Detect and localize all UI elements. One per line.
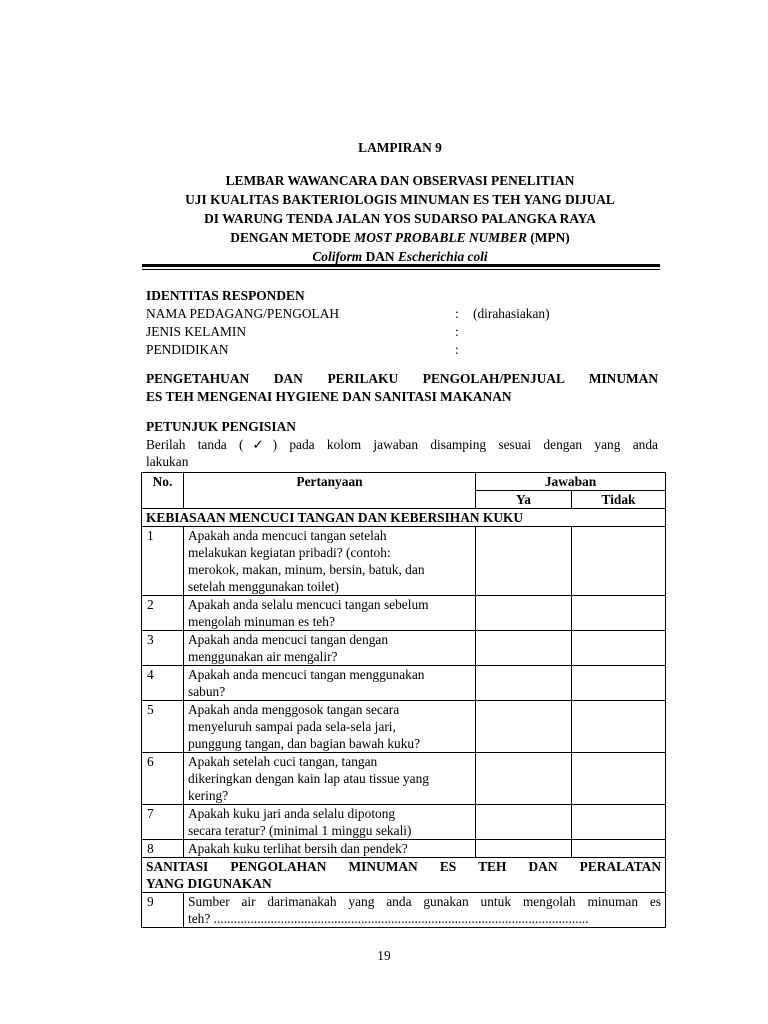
instructions: [146, 418, 658, 471]
question-text: Apakah anda menggosok tangan secara menyeluruh sampai pada sela-sela jari, punggung tangan, dan bagian bawah kuku?: [184, 701, 476, 753]
identity-row: [146, 323, 662, 341]
identity-colon: :: [455, 324, 459, 339]
table-row: [142, 701, 666, 753]
header-question: Pertanyaan: [184, 473, 476, 509]
table-row: [142, 527, 666, 596]
answer-no-cell[interactable]: [572, 753, 666, 805]
answer-no-cell[interactable]: [572, 631, 666, 666]
question-text: Apakah kuku terlihat bersih dan pendek?: [184, 840, 476, 858]
title-line-3: DI WARUNG TENDA JALAN YOS SUDARSO PALANGKA RAYA: [204, 211, 596, 226]
section-title-sanitation: SANITASI PENGOLAHAN MINUMAN ES TEH DAN PERALATAN YANG DIGUNAKAN: [142, 858, 666, 893]
table-row: [142, 596, 666, 631]
identity-label: NAMA PEDAGANG/PENGOLAH: [146, 306, 340, 321]
identity-label: PENDIDIKAN: [146, 342, 229, 357]
answer-yes-cell[interactable]: [476, 701, 572, 753]
table-header-row: [142, 473, 666, 491]
answer-yes-cell[interactable]: [476, 527, 572, 596]
identity-colon: :: [455, 306, 459, 321]
answer-yes-cell[interactable]: [476, 753, 572, 805]
answer-yes-cell[interactable]: [476, 805, 572, 840]
answer-no-cell[interactable]: [572, 527, 666, 596]
header-yes: Ya: [476, 491, 572, 509]
answer-no-cell[interactable]: [572, 666, 666, 701]
knowledge-line-2: ES TEH MENGENAI HYGIENE DAN SANITASI MAKANAN: [146, 389, 512, 404]
table-row: [142, 893, 666, 928]
answer-no-cell[interactable]: [572, 840, 666, 858]
question-text: Apakah kuku jari anda selalu dipotong secara teratur? (minimal 1 minggu sekali): [184, 805, 476, 840]
row-number: 5: [142, 701, 184, 753]
answer-no-cell[interactable]: [572, 701, 666, 753]
row-number: 3: [142, 631, 184, 666]
section-row: [142, 509, 666, 527]
knowledge-line-1: PENGETAHUAN DAN PERILAKU PENGOLAH/PENJUAL MINUMAN: [146, 371, 658, 386]
answer-yes-cell[interactable]: [476, 596, 572, 631]
header-divider-thick: [142, 264, 660, 267]
page-number: 19: [377, 948, 391, 963]
questionnaire-table: [141, 472, 666, 928]
title-line-2: UJI KUALITAS BAKTERIOLOGIS MINUMAN ES TEH YANG DIJUAL: [185, 192, 615, 207]
title-line-1: LEMBAR WAWANCARA DAN OBSERVASI PENELITIAN: [225, 173, 575, 188]
table-row: [142, 805, 666, 840]
answer-yes-cell[interactable]: [476, 631, 572, 666]
answer-no-cell[interactable]: [572, 805, 666, 840]
question-text: Apakah anda mencuci tangan setelah melakukan kegiatan pribadi? (contoh: merokok, makan, minum, bersin, batuk, dan setelah menggunakan toilet): [184, 527, 476, 596]
question-text: Apakah anda mencuci tangan menggunakan sabun?: [184, 666, 476, 701]
question-text: Apakah anda selalu mencuci tangan sebelum mengolah minuman es teh?: [184, 596, 476, 631]
table-row: [142, 753, 666, 805]
row-number: 6: [142, 753, 184, 805]
document-header: [130, 138, 670, 266]
row-number: 9: [142, 893, 184, 928]
row-number: 7: [142, 805, 184, 840]
section-row: [142, 858, 666, 893]
row-number: 2: [142, 596, 184, 631]
header-no: No.: [142, 473, 184, 509]
answer-no-cell[interactable]: [572, 596, 666, 631]
header-answer: Jawaban: [476, 473, 666, 491]
instructions-heading: PETUNJUK PENGISIAN: [146, 419, 296, 434]
identity-value: (dirahasiakan): [473, 306, 550, 321]
table-row: [142, 631, 666, 666]
identity-colon: :: [455, 342, 459, 357]
identity-heading: IDENTITAS RESPONDEN: [146, 288, 305, 303]
row-number: 4: [142, 666, 184, 701]
respondent-identity: [146, 287, 662, 359]
appendix-label: LAMPIRAN 9: [358, 140, 442, 155]
instructions-line-1: Berilah tanda (✓) pada kolom jawaban disamping sesuai dengan yang anda: [146, 436, 658, 452]
table-row: [142, 666, 666, 701]
header-divider-thin: [142, 269, 660, 270]
identity-row: [146, 341, 662, 359]
instructions-line-2: lakukan: [146, 454, 189, 469]
section-title-handwashing: KEBIASAAN MENCUCI TANGAN DAN KEBERSIHAN KUKU: [142, 509, 666, 527]
header-no-answer: Tidak: [572, 491, 666, 509]
answer-yes-cell[interactable]: [476, 840, 572, 858]
title-line-4: DENGAN METODE MOST PROBABLE NUMBER (MPN): [230, 230, 570, 245]
row-number: 1: [142, 527, 184, 596]
title-line-5: Coliform DAN Escherichia coli: [312, 249, 488, 264]
question-text: Apakah setelah cuci tangan, tangan dikeringkan dengan kain lap atau tissue yang kering?: [184, 753, 476, 805]
answer-yes-cell[interactable]: [476, 666, 572, 701]
section-heading-knowledge: [146, 370, 658, 406]
identity-row: [146, 305, 662, 323]
identity-label: JENIS KELAMIN: [146, 324, 247, 339]
table-row: [142, 840, 666, 858]
question-text: Apakah anda mencuci tangan dengan menggunakan air mengalir?: [184, 631, 476, 666]
question-text-wide: Sumber air darimanakah yang anda gunakan untuk mengolah minuman es teh? ................................................................................................................: [184, 893, 666, 928]
row-number: 8: [142, 840, 184, 858]
